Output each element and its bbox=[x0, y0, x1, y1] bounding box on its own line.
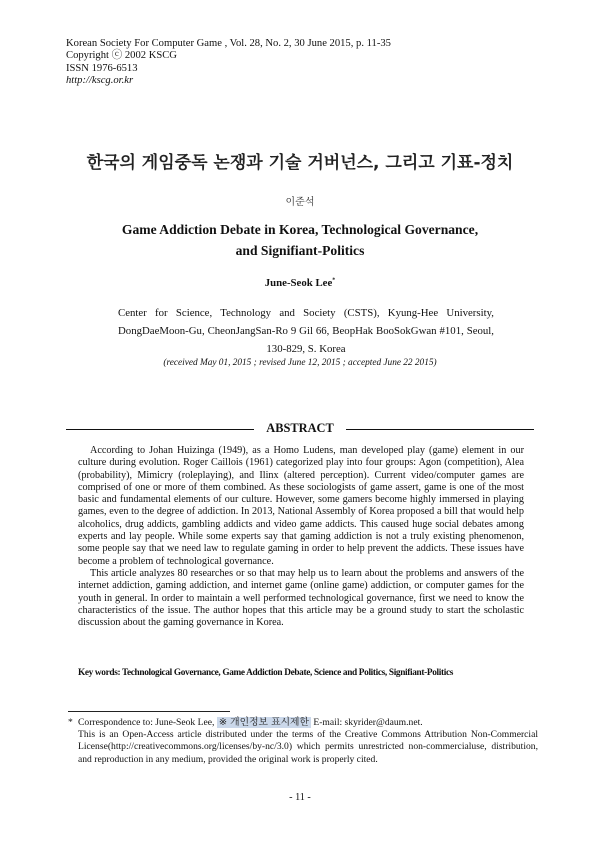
korean-author: 이준석 bbox=[285, 197, 315, 208]
journal-header bbox=[66, 38, 391, 88]
footnote-star: * bbox=[68, 717, 73, 728]
issn-line: ISSN 1976-6513 bbox=[66, 62, 138, 74]
footnote-license: This is an Open-Access article distributed under the terms of the Creative Commons Attribution Non-Commercial License(http://creativecommons.org/licenses/by-nc/3.0) which permits unrestricted non-commercialuse, distribution, and reproduction in any medium, provided the original work is properly cited. bbox=[78, 729, 538, 765]
journal-url-link[interactable]: http://kscg.or.kr bbox=[66, 75, 134, 87]
keywords: Key words: Technological Governance, Game Addiction Debate, Science and Politics, Signifiant-Politics bbox=[78, 668, 453, 678]
author-affiliation: Center for Science, Technology and Society (CSTS), Kyung-Hee University, DongDaeMoon-Gu, CheonJangSan-Ro 9 Gil 66, BeopHak BooSokGwan #101, Seoul, 130-829, S. Korea bbox=[118, 307, 494, 355]
author-footnote-mark: * bbox=[332, 277, 336, 284]
korean-title: 한국의 게임중독 논쟁과 기술 거버넌스, 그리고 기표-정치 bbox=[86, 153, 514, 173]
english-title-line-2: and Signifiant-Politics bbox=[235, 243, 365, 258]
correspondence-text: Correspondence to: June-Seok Lee, bbox=[78, 717, 215, 728]
abstract-body bbox=[78, 445, 524, 629]
email-text: E-mail: skyrider@daum.net. bbox=[313, 717, 423, 728]
submission-dates: (received May 01, 2015 ; revised June 12, 2015 ; accepted June 22 2015) bbox=[163, 358, 437, 368]
author-name: June-Seok Lee bbox=[264, 277, 333, 289]
footnote-correspondence bbox=[68, 717, 538, 729]
footnote-divider bbox=[68, 711, 230, 712]
abstract-paragraph-1: According to Johan Huizinga (1949), as a Homo Ludens, man developed play (game) element in our culture during evolution. Roger Caillois (1961) categorized play into four groups: Agon (competition), Alea (probability), Mimicry (roleplaying), and Ilinx (altered perception). Current video/computer games are comprised of one or more of them combined. As these sociologists of game assert, game is one of the most basic and fundamental elements of our culture. However, some gamers become highly immersed in playing games, even to the degree of addiction. In 2013, National Assembly of Korea proposed a bill that would help alcoholics, drug addicts, gambling addicts and video game addicts. This caused huge social debates among experts and lay people. While some experts say that gaming addiction is not a truly existing phenomenon, some people say that we need law to regulate gaming in order to help prevent the addicts. These issues have become a problem of technological governance. bbox=[78, 445, 524, 567]
page-number: - 11 - bbox=[289, 792, 311, 803]
english-title-line-1: Game Addiction Debate in Korea, Technological Governance, bbox=[121, 222, 479, 237]
footnote bbox=[68, 717, 538, 766]
abstract-rule-right bbox=[346, 429, 534, 430]
journal-citation: Korean Society For Computer Game , Vol. 28, No. 2, 30 June 2015, p. 11-35 bbox=[66, 38, 391, 49]
abstract-paragraph-2: This article analyzes 80 researches or so that may help us to learn about the problems and answers of the internet addiction, gaming addiction, and internet game (online game) addiction, or computer games for the youth in general. In order to maintain a well performed technological governance, first we need to know the characteristics of the issue. The author hopes that this article may be a ground study to start the scholastic discussion about the gaming governance in Korea. bbox=[78, 567, 524, 629]
english-title bbox=[0, 219, 600, 261]
copyright-line: Copyright ⓒ 2002 KSCG bbox=[66, 50, 177, 62]
english-author bbox=[0, 277, 600, 289]
privacy-mask-label: ※ 개인정보 표시제한 bbox=[218, 717, 309, 728]
abstract-heading: ABSTRACT bbox=[266, 421, 334, 435]
